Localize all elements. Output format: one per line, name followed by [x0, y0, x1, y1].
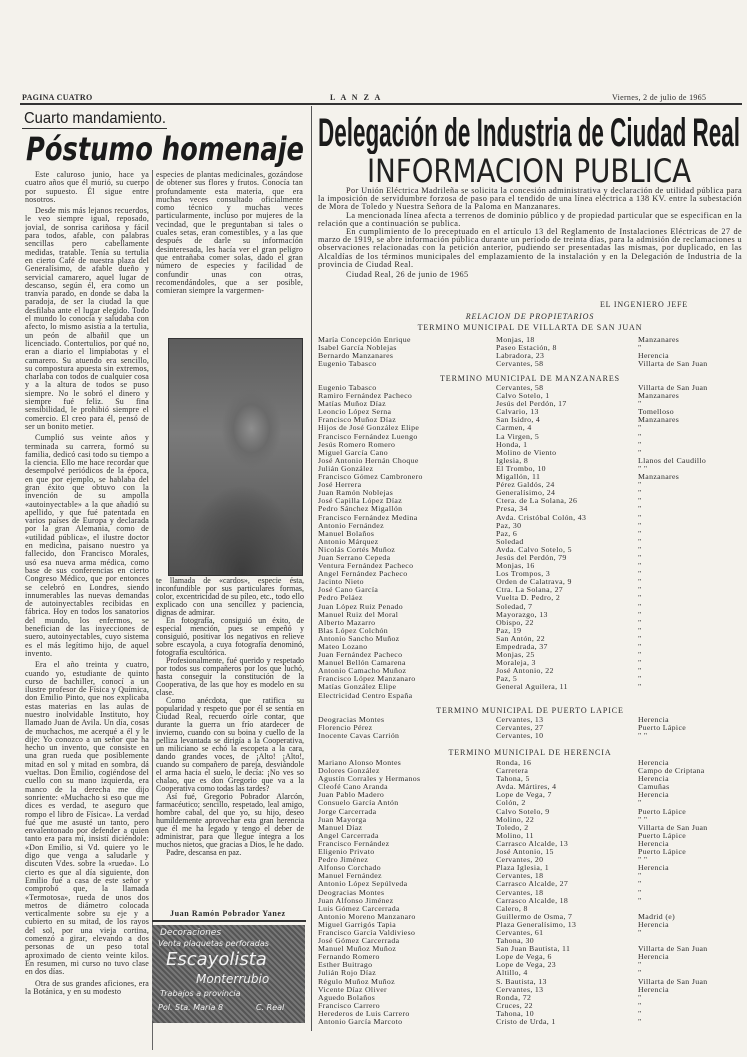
owner-name: Manuel Bolaños — [318, 528, 375, 538]
page-number: PAGINA CUATRO — [22, 93, 93, 102]
owner-town: " " — [638, 463, 648, 473]
owner-name: Deogracias Montes — [318, 887, 385, 897]
notice-paragraph: Por Unión Eléctrica Madrileña se solicita la concesión administrativa y declaración de utilidad pública para la imposición de servidumbre forzosa de paso para el tendido de una línea eléctrica a 138 KV. entre la subestación de Mora de Toledo y Nuestra Señora de la Paloma en Manzanares. — [318, 186, 742, 212]
owner-address: Tahona, 10 — [496, 1008, 535, 1018]
owner-town: " — [638, 658, 642, 668]
owner-town: Herencia — [638, 952, 669, 962]
owner-town: Campo de Criptana — [638, 766, 705, 776]
owner-address: Calero, 8 — [496, 903, 528, 913]
owner-town: " — [638, 1000, 642, 1010]
owner-address: Cervantes, 13 — [496, 715, 544, 724]
municipality-heading: TERMINO MUNICIPAL DE HERENCIA — [448, 748, 612, 757]
owner-town: Herencia — [638, 758, 669, 767]
owner-town: Herencia — [638, 790, 669, 800]
owner-row — [318, 961, 742, 969]
owner-town: " — [638, 520, 642, 530]
owner-name: Antonio Fernández — [318, 520, 384, 530]
owner-address: Cervantes, 18 — [496, 871, 544, 881]
owner-address: Cervantes, 13 — [496, 984, 544, 994]
ad-line-2: Venta plaquetas perforadas — [158, 939, 269, 948]
owner-name: Antonio García Marcoto — [318, 1017, 403, 1026]
owner-town: Villarta de San Juan — [638, 359, 708, 369]
owner-address: Tahona, 30 — [496, 936, 535, 946]
owner-address: Plaza Iglesia, 1 — [496, 863, 550, 873]
owner-name: Nicolás Cortés Muñoz — [318, 544, 396, 554]
owner-address: Honda, 1 — [496, 439, 528, 449]
owner-address: Carretera — [496, 766, 529, 776]
owner-name: José Herrera — [318, 480, 362, 490]
owner-town: " — [638, 674, 642, 684]
owner-address: Empedrada, 37 — [496, 642, 548, 651]
owner-name: Aguedo Bolaños — [318, 992, 376, 1002]
owner-address: Paz, 6 — [496, 528, 518, 538]
owner-name: Ventura Fernández Pacheco — [318, 561, 414, 571]
owner-name: Eligenio Privato — [318, 847, 375, 857]
owner-name: Juan López Ruiz Penado — [318, 601, 403, 611]
owner-address: Iglesia, 8 — [496, 455, 529, 465]
owner-address: Pérez Galdós, 24 — [496, 480, 555, 490]
owner-name: Miguel García Cano — [318, 447, 388, 457]
notice-subtitle: INFORMACION PUBLICA — [367, 152, 692, 186]
owner-address: Cervantes, 20 — [496, 855, 544, 865]
owner-name: Jesús Romero Romero — [318, 439, 396, 449]
owner-town: " — [638, 633, 642, 643]
paragraph: Desde mis más lejanos recuerdos, le veo siempre igual, reposado, jovial, de sonrisa cariñosa y fácil para todos, afable, con palabras sencillas pero cabellamente medidas, tratable. Tenía su tertulia en cierto Café de nuestra plaza del Generalísimo, de afable dueño y servicial camarero, aquel lugar de descanso, según él, era como un tranvía parado, en donde se daba la paradoja, de ser la ciudad la que desfilaba ante el lugar elegido. Todo el mundo lo conocía y saludaba con afecto, lo mismo asistía a la tertulia, un peón de albañil que un licenciado. Contertulios, por qué no, eran a diario el limpiabotas y el camarero. Su atuendo era sencillo, su compostura apuesta sin extremos, charlaba con todos de cualquier cosa y a la altura de todos se puso siempre. No le sobró el dinero y siempre fué feliz. Su fina sensibilidad, le prohibió siempre el comercio. El creo para él, pensó de ser un bonito metier. — [25, 206, 149, 431]
paragraph: En fotografía, consiguió un éxito, de especial mención, pues se empeñó y consiguió, positivar los negativos en relieve sobre escayola, a cuya fotografía denominó, fotografía escultórica. — [156, 616, 304, 657]
owner-town: " — [638, 431, 642, 441]
owner-address: Avda. Cristóbal Colón, 43 — [496, 512, 587, 522]
owner-name: Julián González — [318, 463, 374, 473]
owner-name: Francisco Fernández — [318, 838, 390, 848]
owner-name: Manuel Muñoz Muñoz — [318, 944, 397, 954]
owner-address: Orden de Calatrava, 9 — [496, 577, 572, 587]
owner-address: Los Trompos, 3 — [496, 569, 551, 579]
owner-address: Paz, 19 — [496, 625, 522, 635]
owner-address: San Juan Bautista, 11 — [496, 944, 571, 954]
owner-town: " — [638, 496, 642, 506]
owner-town: Puerto Lápice — [638, 830, 687, 840]
owner-address: Cervantes, 18 — [496, 887, 544, 897]
owner-name: Alberto Mazarro — [318, 617, 376, 627]
owner-address: Cervantes, 10 — [496, 731, 544, 741]
owner-address: Paseo Estación, 8 — [496, 343, 557, 353]
owner-name: Angel Carcerrada — [318, 830, 379, 840]
article-end-rule — [152, 920, 306, 922]
owner-name: Jorge Carcerrada — [318, 806, 377, 816]
owner-address: Lope de Vega, 6 — [496, 952, 552, 962]
owner-town: " — [638, 544, 642, 554]
owner-town: Tomelloso — [638, 407, 674, 417]
owner-address: Lope de Vega, 7 — [496, 790, 552, 800]
owner-address: Avda. Calvo Sotelo, 5 — [496, 544, 572, 554]
owner-address: Carrasco Alcalde, 27 — [496, 879, 569, 889]
owner-address: José Antonio, 15 — [496, 847, 554, 857]
owner-name: Manuel Díaz — [318, 822, 363, 832]
owner-town: " — [638, 488, 642, 498]
owner-town: Herencia — [638, 774, 669, 784]
owner-address: Labradora, 23 — [496, 351, 545, 361]
owner-name: Pedro Peláez — [318, 593, 363, 603]
owner-name: Manuel Ruiz del Moral — [318, 609, 399, 619]
paragraph: Así fué, Gregorio Pobrador Alarcón, farmacéutico; sencillo, respetado, leal amigo, hombre cabal, del que yo, su hijo, deseo humildemente aprovechar esta gran herencia que él me ha legado y tengo el deber de administrar, para que llegue íntegra a los muchos nietos, que gracias a Dios, le he dado. — [156, 792, 304, 849]
owner-address: Lope de Vega, 23 — [496, 960, 557, 970]
owner-address: Cervantes, 58 — [496, 359, 544, 369]
owner-name: Francisco Fernández Medina — [318, 512, 418, 522]
owner-town: Villarta de San Juan — [638, 976, 708, 986]
notice-signer: EL INGENIERO JEFE — [600, 300, 688, 309]
owner-town: Villarta de San Juan — [638, 944, 708, 954]
owner-address: Moraleja, 3 — [496, 658, 536, 668]
newspaper-name: L A N Z A — [330, 93, 383, 102]
owner-town: Manzanares — [638, 391, 680, 401]
article-kicker: Cuarto mandamiento. — [24, 110, 166, 127]
owner-name: Eugenio Tabasco — [318, 359, 377, 369]
owner-address: Colón, 2 — [496, 798, 526, 808]
owner-town: " — [638, 798, 642, 808]
owner-address: San Isidro, 4 — [496, 415, 541, 425]
article-title: Póstumo homenaje — [26, 130, 304, 168]
portrait-photo — [168, 338, 303, 576]
owner-name: Juan Mayorga — [318, 814, 367, 824]
owner-name: José Antonio Hernán Choque — [318, 455, 419, 465]
owner-name: Bernardo Manzanares — [318, 351, 394, 361]
owner-name: Francisco Gómez Cambronero — [318, 472, 423, 482]
owner-town: " — [638, 569, 642, 579]
owners-table — [318, 384, 742, 700]
owner-name: Pedro Jiménez — [318, 855, 369, 865]
owner-address: Cervantes, 61 — [496, 927, 544, 937]
owner-name: Manuel Fernández — [318, 871, 382, 881]
owner-name: Francisco López Manzanaro — [318, 674, 416, 684]
owner-address: Altillo, 4 — [496, 968, 528, 978]
owner-town: Villarta de San Juan — [638, 822, 708, 832]
owner-town: " — [638, 480, 642, 490]
owner-town: " — [638, 992, 642, 1002]
owner-address: Calvo Sotelo, 9 — [496, 806, 550, 816]
owner-name: Mateo Lozano — [318, 642, 368, 651]
owner-row — [318, 732, 742, 740]
owner-name: Pedro Sánchez Migallón — [318, 504, 403, 514]
paragraph: especies de plantas medicinales, gozándose de obtener sus flores y frutos. Conocía tan profundamente esta materia, que era muchas veces consultado oficialmente como técnico y muchas veces particularmente, incluso por mujeres de la vecindad, que le preguntaban si tales o cuales setas, eran comestibles, y a las que después de darle su información desinteresada, les hacía ver el gran peligro que entrañaba comer solas, dado el gran número de especies y facilidad de confundir unas con otras, recomendándoles, que a ser posible, comieran siempre la vargermen- — [156, 171, 303, 296]
owner-town: Camuñas — [638, 782, 670, 792]
owners-table — [318, 759, 742, 1026]
owner-town: Llanos del Caudillo — [638, 455, 707, 465]
owner-town: " — [638, 343, 642, 353]
owner-address: Mayorazgo, 13 — [496, 609, 548, 619]
owner-name: Matías Muñoz Díaz — [318, 399, 386, 409]
owner-name: Juan Fernández Pacheco — [318, 650, 403, 660]
paragraph: Cumplió sus veinte años y terminada su carrera, formó su familia, dedicó casi todo su tiempo a la ciencia. Ello me hace recordar que desempolvé periódicos de la época, en que por ejemplo, se hablaba del gran éxito que obtuvo con la invención de su ampolla «autoinyectable» a la que añadió su apellido, y que fué patentada en varios países de Europa y declarada por la gran Alemania, como de «utilidad pública», el ilustre doctor en medicina, paisano nuestro ya fallecido, don Francisco Morales, usó esa nueva arma médica, como base de sus conferencias en cierto Congreso Médico, que por entonces se celebró en Londres, siendo innumerables las nuevas demandas de autoinyectables recibidas en fábrica. Hoy en todos los sanatorios del mundo, los enfermos, se benefician de las inyecciones de suero, autoinyectables, cuyo sistema es el más legítimo hijo, de aquel invento. — [25, 433, 149, 658]
owner-address: Vuelta D. Pedro, 2 — [496, 593, 561, 603]
owner-town: " — [638, 927, 642, 937]
municipality-heading: TERMINO MUNICIPAL DE VILLARTA DE SAN JUAN — [417, 323, 643, 332]
owner-address: Guillermo de Osma, 7 — [496, 911, 573, 921]
owner-town: " — [638, 960, 642, 970]
owner-town: " — [638, 879, 642, 889]
owner-town: " — [638, 1017, 642, 1026]
owner-town: Puerto Lápice — [638, 723, 687, 733]
article-signature: Juan Ramón Pobrador Yanez — [170, 909, 286, 918]
owner-name: Francisco García Valdivieso — [318, 927, 416, 937]
owner-address: Avda. Mártires, 4 — [496, 782, 557, 792]
owner-name: Alfonso Corchado — [318, 863, 381, 873]
owner-address: San Antón, 22 — [496, 633, 545, 643]
owner-town: Herencia — [638, 919, 669, 929]
owner-row — [318, 530, 742, 538]
owner-town: Puerto Lápice — [638, 806, 687, 816]
notice-subtitle-svg — [365, 150, 695, 186]
owner-name: Ramiro Fernández Pacheco — [318, 391, 413, 401]
owner-town: Madrid (e) — [638, 911, 676, 921]
article-column-1 — [25, 171, 149, 1051]
owner-town: " — [638, 1008, 642, 1018]
owner-name: Antonio Moreno Manzanaro — [318, 911, 416, 921]
owner-name: Florencio Pérez — [318, 723, 373, 733]
owner-name: Régulo Muñoz Muñoz — [318, 976, 395, 986]
owner-address: Ctra. La Solana, 27 — [496, 585, 564, 595]
owner-name: José Capilla López Díaz — [318, 496, 403, 506]
escayolista-advertisement — [152, 925, 305, 1023]
owner-address: S. Bautista, 13 — [496, 976, 547, 986]
municipality-heading: TERMINO MUNICIPAL DE MANZANARES — [440, 374, 620, 383]
owner-address: El Trombo, 10 — [496, 463, 546, 473]
municipality-heading: TERMINO MUNICIPAL DE PUERTO LAPICE — [436, 706, 624, 715]
owner-town: Manzanares — [638, 335, 680, 344]
paragraph: te llamada de «cardos», especie ésta, inconfundible por sus particulares formas, color, excentricidad de su píleo, etc., todo ello explicado con una sencillez y paciencia, dignas de admirar. — [156, 577, 304, 617]
notice-paragraph: La mencionada línea afecta a terrenos de dominio público y de propiedad particular que se especifican en la relación que a continuación se publica. — [318, 210, 742, 228]
owner-name: Blas López Colchón — [318, 625, 388, 635]
owner-name: Isabel García Noblejas — [318, 343, 397, 353]
owner-name: María Concepción Enrique — [318, 335, 411, 344]
owner-row — [318, 1018, 742, 1026]
owner-row — [318, 360, 742, 368]
owner-address: Paz, 30 — [496, 520, 522, 530]
owner-town: " — [638, 504, 642, 514]
owner-name: Luis Gómez Carcerrada — [318, 903, 400, 913]
owner-town: " — [638, 887, 642, 897]
owner-name: Dolores González — [318, 766, 380, 776]
owner-town: " — [638, 617, 642, 627]
paragraph: Como anécdota, que ratifica su popularidad y respeto que por él se sentía en Ciudad Real, recuerdo oírle contar, que durante la guerra un frío atardecer de invierno, cuando con su boina y cuello de la pelliza levantada se dirigía a la Cooperativa, un miliciano se echó la escopeta a la cara, dando grandes voces, de ¡Alto! ¡Alto!, cuando su compañero de pareja, desviándole el arma hacia el suelo, le decía: ¡No ves so chalao, que es don Gregorio que va a la Cooperativa como todas las tardes? — [156, 696, 304, 793]
paragraph: Era el año treinta y cuatro, cuando yo, estudiante de quinto curso de bachiller, conocí a un ilustre profesor de Física y Química, don Emilio Pinto, que nos explicaba estas materias en las aulas de nuestro inolvidable Instituto, hoy llamado Juan de Avila. Un día, cosas de muchachos, me acerqué a él y le dije: Yo conozco a un señor que ha hecho un invento, que consiste en una gran rueda que posiblemente mitad en sol y mitad en sombra, dá vueltas. Don Emilio, cogiéndose del cuello con su mano izquierda, era manco de la derecha me dijo sonriente: «Muchacho si eso que me dices es verdad, te aseguro que rompo el libro de Física». La verdad fué que me asusté un tanto, pero envalentonado por defender a quien tanto era para mí, insistí diciéndole: «Don Emilio, si Vd. quiere yo le digo que venga a saludarle y discuten Vdes. sobre la «rueda». Lo cierto es que al día siguiente, don Emilio fué a casa de este señor y comprobó que, la llamada «Termotosa», rueda de unos dos metros de diámetro colocada verticalmente sobre su eje y a cubierto en su mitad, de los rayos del sol, por una vieja cortina, comenzó a girar, elevando a dos personas de un peso total aproximado de ciento veinte kilos. En resumen, mi curso no tuvo clase en dos días. — [25, 660, 149, 977]
owner-address: Tahona, 5 — [496, 774, 530, 784]
paragraph: Este caluroso junio, hace ya cuatro años que él murió, su cuerpo por supuesto. Él sigue entre nosotros. — [25, 171, 149, 204]
owner-town: " — [638, 650, 642, 660]
owner-town: " — [638, 423, 642, 433]
owner-name: Mariano Alonso Montes — [318, 758, 402, 767]
owner-town: " — [638, 577, 642, 587]
owner-town: " — [638, 399, 642, 409]
owner-name: Vicente Díaz Oliver — [318, 984, 387, 994]
owner-name: Juan Serrano Cepeda — [318, 552, 391, 562]
ad-address: Pol. Sta. María 8 — [158, 1003, 224, 1012]
owner-name: Matías González Elipe — [318, 682, 397, 692]
article-title-svg — [24, 128, 308, 168]
owner-town: " — [638, 561, 642, 571]
owner-address: Carrasco Alcalde, 18 — [496, 895, 569, 905]
owner-address: Calvario, 13 — [496, 407, 539, 417]
owner-name: Antonio Sancho Muñoz — [318, 633, 400, 643]
owner-name: José Gómez Carcerrada — [318, 936, 400, 946]
owner-name: Hijos de José González Elipe — [318, 423, 420, 433]
owner-name: Deogracias Montes — [318, 715, 385, 724]
owner-town: " — [638, 642, 642, 651]
owner-town: " — [638, 447, 642, 457]
owner-address: Carmen, 4 — [496, 423, 532, 433]
owner-name: Angel Fernández Pacheco — [318, 569, 408, 579]
owner-town: Herencia — [638, 351, 669, 361]
owner-address: Monjas, 25 — [496, 650, 535, 660]
owner-name: Cleofé Cano Aranda — [318, 782, 388, 792]
owner-town: " — [638, 528, 642, 538]
owner-town: Manzanares — [638, 472, 680, 482]
owner-address: Molino de Viento — [496, 447, 557, 457]
owner-name: Inocente Cavas Carrión — [318, 731, 400, 741]
notice-dateline: Ciudad Real, 26 de junio de 1965 — [346, 270, 469, 280]
owner-town: Herencia — [638, 715, 669, 724]
owner-name: Leoncio López Serna — [318, 407, 392, 417]
owner-name: Manuel Bellón Camarena — [318, 658, 406, 668]
owner-name: Antonio Márquez — [318, 536, 379, 546]
owner-town: " — [638, 512, 642, 522]
owner-town: " " — [638, 855, 648, 865]
owner-name: Miguel Garrigós Tapia — [318, 919, 397, 929]
list-title: RELACION DE PROPIETARIOS — [465, 312, 595, 321]
owner-town: " — [638, 609, 642, 619]
ad-brand: Escayolista — [166, 949, 267, 970]
owner-town: " — [638, 895, 642, 905]
owner-town: " — [638, 552, 642, 562]
owner-town: " — [638, 536, 642, 546]
owner-address: Ronda, 16 — [496, 758, 532, 767]
owner-address: Cristo de Urda, 1 — [496, 1017, 556, 1026]
owner-town: " — [638, 585, 642, 595]
owner-row — [318, 522, 742, 530]
ad-name: Monterrubio — [196, 972, 270, 986]
owner-name: Juan Alfonso Jiménez — [318, 895, 394, 905]
owner-town: " — [638, 666, 642, 676]
owner-address: Carrasco Alcalde, 13 — [496, 838, 569, 848]
owner-address: Generalísimo, 24 — [496, 488, 556, 498]
ad-city: C. Real — [256, 1003, 285, 1012]
owner-name: Electricidad Centro España — [318, 690, 413, 700]
owner-address: Paz, 5 — [496, 674, 518, 684]
article-column-2-top — [156, 171, 303, 333]
owner-address: Calvo Sotelo, 1 — [496, 391, 550, 401]
owner-address: Monjas, 16 — [496, 561, 535, 571]
paragraph: Profesionalmente, fué querido y respetado por todos sus compañeros por los que luchó, hasta conseguir la constitución de la Cooperativa, de las que hoy es modelo en su clase. — [156, 656, 304, 697]
owner-address: Monjas, 18 — [496, 335, 535, 344]
owner-name: Juan Pablo Madero — [318, 790, 385, 800]
owner-address: Ctera. de La Solana, 26 — [496, 496, 578, 506]
owner-address: Toledo, 2 — [496, 822, 529, 832]
owner-name: Francisco Carrero — [318, 1000, 381, 1010]
owner-town: " — [638, 625, 642, 635]
owner-town: Herencia — [638, 838, 669, 848]
owner-name: Eugenio Tabasco — [318, 383, 377, 392]
owner-name: Antonio López Sepúlveda — [318, 879, 408, 889]
notice-title: Delegación de Industria de Ciudad Real — [318, 111, 740, 154]
owners-table — [318, 336, 742, 368]
owner-town: " — [638, 601, 642, 611]
owner-address: Obispo, 22 — [496, 617, 534, 627]
article-column-2-bottom — [156, 577, 304, 907]
owner-town: Herencia — [638, 863, 669, 873]
paragraph: Otra de sus grandes aficiones, era la Botánica, y en su modesto — [25, 978, 149, 996]
owner-name: Consuelo García Antón — [318, 798, 399, 808]
owner-address: Soledad — [496, 536, 524, 546]
ad-line-3: Trabajos a provincia — [160, 989, 241, 998]
owner-town: Herencia — [638, 984, 669, 994]
issue-date: Viernes, 2 de julio de 1965 — [612, 93, 707, 102]
owner-name: Antonio Camacho Muñoz — [318, 666, 407, 676]
notice-paragraph: En cumplimiento de lo preceptuado en el artículo 13 del Reglamento de Instalaciones Eléctricas de 27 de marzo de 1919, se abre información pública durante un período de treinta días, para la admisión de reclamaciones u observaciones relacionadas con la petición anterior, pudiendo ser presentadas las mismas, por duplicado, en las Alcaldías de los términos municipales del emplazamiento de la instalación y en la Delegación de Industria de la provincia de Ciudad Real. — [318, 227, 742, 269]
owner-address: Presa, 34 — [496, 504, 528, 514]
owner-name: Francisco Fernández Luengo — [318, 431, 418, 441]
owner-address: Cruces, 22 — [496, 1000, 533, 1010]
owner-address: Jesús del Perdón, 17 — [496, 399, 567, 409]
owner-town: " — [638, 871, 642, 881]
owner-address: Plaza Generalísimo, 13 — [496, 919, 577, 929]
article-kicker-svg — [24, 106, 174, 128]
paragraph: Padre, descansa en paz. — [166, 848, 242, 857]
owner-name: José Cano García — [318, 585, 379, 595]
owner-name: Francisco Muñoz Díaz — [318, 415, 397, 425]
owner-address: Ronda, 72 — [496, 992, 532, 1002]
owner-address: Cervantes, 27 — [496, 723, 544, 733]
owner-name: Fernando Romero — [318, 952, 380, 962]
owner-name: Julián Rojo Díaz — [318, 968, 377, 978]
owner-town: " — [638, 968, 642, 978]
owner-name: Esther Buitrago — [318, 960, 373, 970]
notice-body — [318, 187, 742, 279]
ad-line-1: Decoraciones — [160, 928, 222, 938]
owner-town: Villarta de San Juan — [638, 383, 708, 392]
owner-town: " — [638, 439, 642, 449]
owners-table — [318, 716, 742, 740]
owner-name: Agustín Corrales y Hermanos — [318, 774, 421, 784]
section-divider — [311, 106, 312, 1031]
column-divider — [152, 170, 153, 1050]
owner-address: Soledad, 7 — [496, 601, 533, 611]
owner-address: Molino, 11 — [496, 830, 534, 840]
owner-address: La Virgen, 5 — [496, 431, 540, 441]
owner-town: " " — [638, 731, 648, 741]
owner-town: Puerto Lápice — [638, 847, 687, 857]
owner-address: Cervantes, 58 — [496, 383, 544, 392]
owner-address: Jesús del Perdón, 79 — [496, 552, 567, 562]
owner-town: " " — [638, 814, 648, 824]
owner-address: General Aguilera, 11 — [496, 682, 568, 692]
owner-name: Jacinto Nieto — [318, 577, 364, 587]
owner-town: " — [638, 682, 642, 692]
owner-town: " — [638, 593, 642, 603]
owner-name: Juan Ramón Noblejas — [318, 488, 394, 498]
notice-title-svg — [316, 104, 744, 154]
owner-address: Molino, 22 — [496, 814, 535, 824]
owner-row — [318, 692, 742, 700]
owner-address: Migallón, 11 — [496, 472, 541, 482]
owner-name: Herederos de Luis Carrero — [318, 1008, 410, 1018]
owner-town: Manzanares — [638, 415, 680, 425]
owner-address: José Antonio, 22 — [496, 666, 554, 676]
